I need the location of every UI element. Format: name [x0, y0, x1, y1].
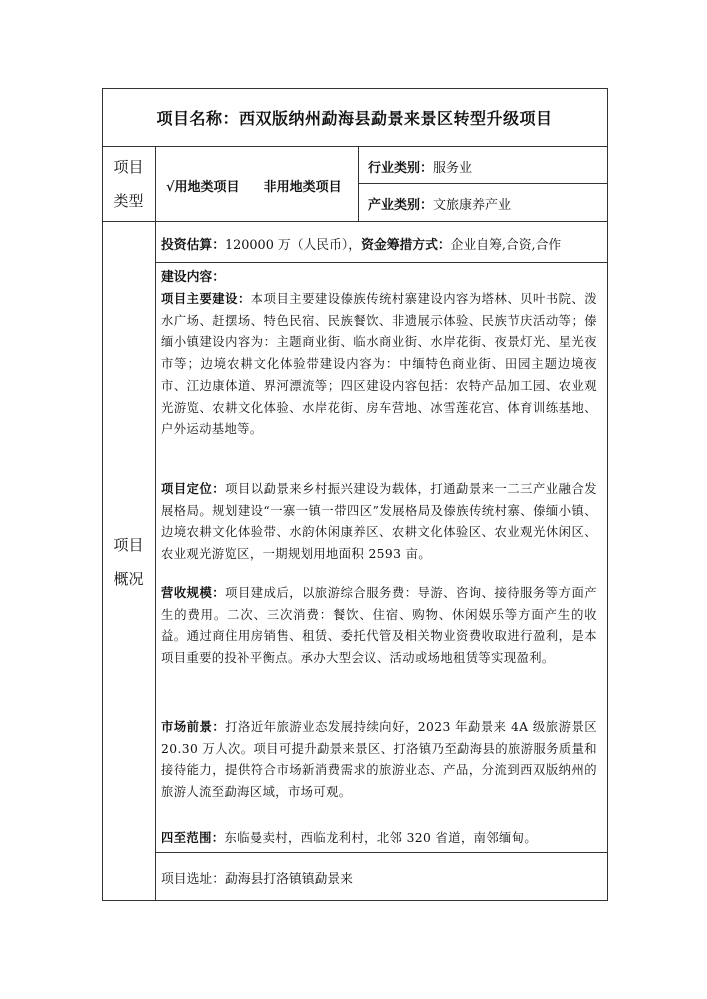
product-category-label: 产业类别： [368, 198, 434, 213]
row-divider-type-inner [358, 183, 608, 184]
section-label: 营收规模： [161, 585, 226, 600]
section-market-outlook [161, 716, 597, 804]
section-boundary-scope [161, 827, 597, 850]
section-main-construction [161, 288, 597, 441]
row-divider-type [102, 221, 608, 222]
industry-category-label: 行业类别： [368, 161, 434, 176]
table-border-bottom [102, 900, 608, 901]
project-overview-label-line1: 项目 [113, 536, 144, 554]
section-label: 市场前景： [161, 719, 226, 734]
project-site: 项目选址：勐海县打洛镇镇勐景来 [161, 872, 353, 887]
project-overview-label-line2: 概况 [113, 570, 144, 588]
section-label: 项目定位： [161, 481, 226, 496]
funding-method-value: 企业自筹,合资,合作 [450, 238, 562, 253]
section-text: 东临曼卖村，西临龙利村，北邻 320 省道，南邻缅甸。 [224, 831, 538, 845]
section-text: 项目以勐景来乡村振兴建设为载体，打通勐景来一二三产业融合发展格局。规划建设“一寨一镇一带四区”发展格局及傣族传统村寨、傣缅小镇、边境农耕文化体验带、水韵休闲康养区、农耕文化体验区、农业观光休闲区、农业观光游览区，一期规划用地面积 2593 亩。 [161, 482, 597, 562]
section-text: 本项目主要建设傣族传统村寨建设内容为塔林、贝叶书院、泼水广场、赶摆场、特色民宿、民族餐饮、非遗展示体验、民族节庆活动等；傣缅小镇建设内容为：主题商业街、临水商业街、水岸花街、夜景灯光、星光夜市等；边境农耕文化体验带建设内容为：中缅特色商业街、田园主题边境夜市、江边康体道、界河漂流等；四区建设内容包括：农特产品加工园、农业观光游览、农耕文化体验、水岸花街、房车营地、冰雪莲花宫、体育训练基地、户外运动基地等。 [161, 292, 597, 437]
project-type-label-line2: 类型 [113, 192, 144, 210]
project-title: 项目名称：西双版纳州勐海县勐景来景区转型升级项目 [156, 108, 553, 128]
project-type-label-line1: 项目 [113, 158, 144, 176]
row-divider-scope [155, 852, 608, 853]
section-text: 项目建成后，以旅游综合服务费：导游、咨询、接待服务等方面产生的费用。二次、三次消费：餐饮、住宿、购物、休闲娱乐等方面产生的收益。通过商住用房销售、租赁、委托代管及相关物业资费收取进行盈利，是本项目重要的投补平衡点。承办大型会议、活动或场地租赁等实现盈利。 [161, 586, 597, 666]
land-type-options [166, 176, 342, 195]
project-type-label [102, 150, 155, 218]
section-positioning [161, 478, 597, 566]
product-category [368, 194, 511, 213]
label-column-divider [155, 146, 156, 901]
section-label: 四至范围： [161, 830, 225, 845]
row-divider-title [102, 146, 608, 147]
section-text: 打洛近年旅游业态发展持续向好，2023 年勐景来 4A 级旅游景区 20.30 万人次。项目可提升勐景来景区、打洛镇乃至勐海县的旅游服务质量和接待能力，提供符合市场新消费需求的旅游业态、产品，分流到西双版纳州的旅游人流至勐海区域，市场可观。 [161, 720, 597, 800]
row-divider-content [155, 262, 608, 263]
section-label: 项目主要建设： [161, 291, 251, 306]
industry-category-value: 服务业 [433, 161, 473, 176]
investment-estimate-label: 投资估算： [161, 238, 225, 253]
project-overview-label [102, 528, 155, 596]
investment-line [161, 234, 561, 253]
table-border-right [607, 88, 608, 901]
investment-estimate-value: 120000 万（人民币）， [224, 238, 362, 253]
land-option-non-land-project: 非用地类项目 [263, 180, 342, 195]
land-option-land-project: 用地类项目 [174, 180, 240, 195]
industry-category [368, 157, 472, 176]
construction-content-heading: 建设内容： [161, 270, 225, 285]
check-mark-icon: √ [166, 180, 175, 195]
type-option-divider [358, 146, 359, 222]
section-revenue-scale [161, 582, 597, 670]
product-category-value: 文旅康养产业 [433, 198, 512, 213]
funding-method-label: 资金筹措方式： [361, 238, 451, 253]
